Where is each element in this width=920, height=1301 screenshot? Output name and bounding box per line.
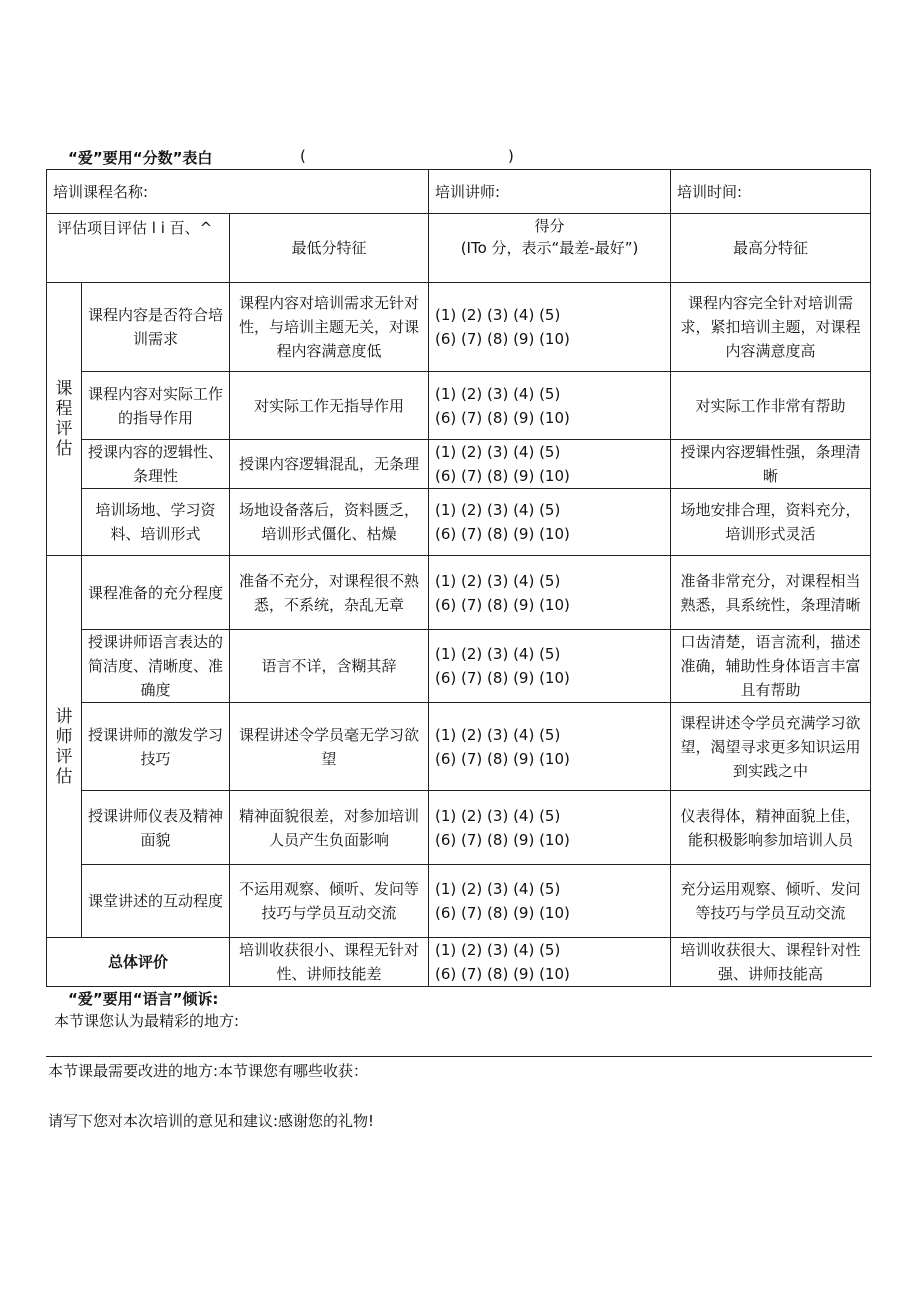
table-row — [47, 372, 871, 440]
trainer-field[interactable]: 培训讲师: — [429, 170, 671, 214]
score-options[interactable]: (1) (2) (3) (4) (5) (6) (7) (8) (9) (10) — [429, 630, 671, 703]
row-min: 对实际工作无指导作用 — [230, 372, 429, 440]
row-min: 课程内容对培训需求无针对性，与培训主题无关，对课程内容满意度低 — [230, 283, 429, 372]
header-min-feature: 最低分特征 — [230, 214, 429, 283]
score-options[interactable]: (1) (2) (3) (4) (5) (6) (7) (8) (9) (10) — [429, 283, 671, 372]
row-item: 授课讲师的激发学习技巧 — [82, 703, 230, 791]
row-item: 培训场地、学习资料、培训形式 — [82, 489, 230, 556]
score-options[interactable]: (1) (2) (3) (4) (5) (6) (7) (8) (9) (10) — [429, 556, 671, 630]
evaluation-table — [46, 169, 871, 987]
form-title — [68, 147, 514, 168]
row-min: 课程讲述令学员毫无学习欲望 — [230, 703, 429, 791]
row-max: 口齿清楚，语言流利，描述准确，辅助性身体语言丰富且有帮助 — [671, 630, 871, 703]
score-options[interactable]: (1) (2) (3) (4) (5) (6) (7) (8) (9) (10) — [429, 791, 671, 865]
row-min: 场地设备落后，资料匮乏，培训形式僵化、枯燥 — [230, 489, 429, 556]
category-trainer: 讲师评估 — [47, 556, 82, 938]
row-max: 场地安排合理，资料充分，培训形式灵活 — [671, 489, 871, 556]
title-paren-close: ) — [508, 147, 514, 165]
divider — [46, 1056, 872, 1057]
row-max: 充分运用观察、倾听、发问等技巧与学员互动交流 — [671, 865, 871, 938]
row-max: 授课内容逻辑性强，条理清晰 — [671, 440, 871, 489]
table-row — [47, 283, 871, 372]
best-part-prompt[interactable]: 本节课您认为最精彩的地方: — [54, 1012, 240, 1030]
row-min: 语言不详，含糊其辞 — [230, 630, 429, 703]
table-row — [47, 489, 871, 556]
table-row — [47, 791, 871, 865]
header-item: 评估项目评估 l i 百、^ — [47, 214, 230, 283]
row-item: 课程内容对实际工作的指导作用 — [82, 372, 230, 440]
row-item: 授课内容的逻辑性、条理性 — [82, 440, 230, 489]
header-max-feature: 最高分特征 — [671, 214, 871, 283]
header-score — [429, 214, 671, 283]
row-item: 课程内容是否符合培训需求 — [82, 283, 230, 372]
table-row — [47, 865, 871, 938]
title-text: “爱”要用“分数”表白 — [68, 149, 213, 167]
feedback-section-title: “爱”要用“语言”倾诉: — [68, 990, 219, 1008]
row-max: 课程讲述令学员充满学习欲望，渴望寻求更多知识运用到实践之中 — [671, 703, 871, 791]
score-options[interactable]: (1) (2) (3) (4) (5) (6) (7) (8) (9) (10) — [429, 372, 671, 440]
row-item: 课堂讲述的互动程度 — [82, 865, 230, 938]
course-name-field[interactable]: 培训课程名称: — [47, 170, 429, 214]
row-min: 不运用观察、倾听、发问等技巧与学员互动交流 — [230, 865, 429, 938]
row-min: 准备不充分，对课程很不熟悉，不系统，杂乱无章 — [230, 556, 429, 630]
info-row — [47, 170, 871, 214]
category-overall: 总体评价 — [47, 938, 230, 987]
row-item: 授课讲师仪表及精神面貌 — [82, 791, 230, 865]
score-options[interactable]: (1) (2) (3) (4) (5) (6) (7) (8) (9) (10) — [429, 865, 671, 938]
table-row-overall — [47, 938, 871, 987]
score-options[interactable]: (1) (2) (3) (4) (5) (6) (7) (8) (9) (10) — [429, 489, 671, 556]
category-course: 课程评估 — [47, 283, 82, 556]
table-row — [47, 630, 871, 703]
row-min: 培训收获很小、课程无针对性、讲师技能差 — [230, 938, 429, 987]
score-options[interactable]: (1) (2) (3) (4) (5) (6) (7) (8) (9) (10) — [429, 440, 671, 489]
table-row — [47, 440, 871, 489]
row-max: 培训收获很大、课程针对性强、讲师技能高 — [671, 938, 871, 987]
score-options[interactable]: (1) (2) (3) (4) (5) (6) (7) (8) (9) (10) — [429, 703, 671, 791]
row-max: 准备非常充分，对课程相当熟悉，具系统性，条理清晰 — [671, 556, 871, 630]
suggestion-prompt[interactable]: 请写下您对本次培训的意见和建议:感谢您的礼物! — [48, 1112, 375, 1130]
row-item: 课程准备的充分程度 — [82, 556, 230, 630]
table-row — [47, 703, 871, 791]
table-row — [47, 556, 871, 630]
improve-gain-prompt[interactable]: 本节课最需要改进的地方:本节课您有哪些收获： — [48, 1062, 369, 1080]
row-min: 授课内容逻辑混乱，无条理 — [230, 440, 429, 489]
header-score-note: (ITo 分，表示“最差-最好”) — [460, 239, 639, 257]
score-options[interactable]: (1) (2) (3) (4) (5) (6) (7) (8) (9) (10) — [429, 938, 671, 987]
row-min: 精神面貌很差，对参加培训人员产生负面影响 — [230, 791, 429, 865]
row-item: 授课讲师语言表达的简洁度、清晰度、准确度 — [82, 630, 230, 703]
header-score-title: 得分 — [534, 217, 565, 235]
training-time-field[interactable]: 培训时间: — [671, 170, 871, 214]
row-max: 对实际工作非常有帮助 — [671, 372, 871, 440]
row-max: 课程内容完全针对培训需求，紧扣培训主题，对课程内容满意度高 — [671, 283, 871, 372]
column-header-row — [47, 214, 871, 283]
row-max: 仪表得体，精神面貌上佳，能积极影响参加培训人员 — [671, 791, 871, 865]
title-paren-open: ( — [300, 147, 306, 165]
